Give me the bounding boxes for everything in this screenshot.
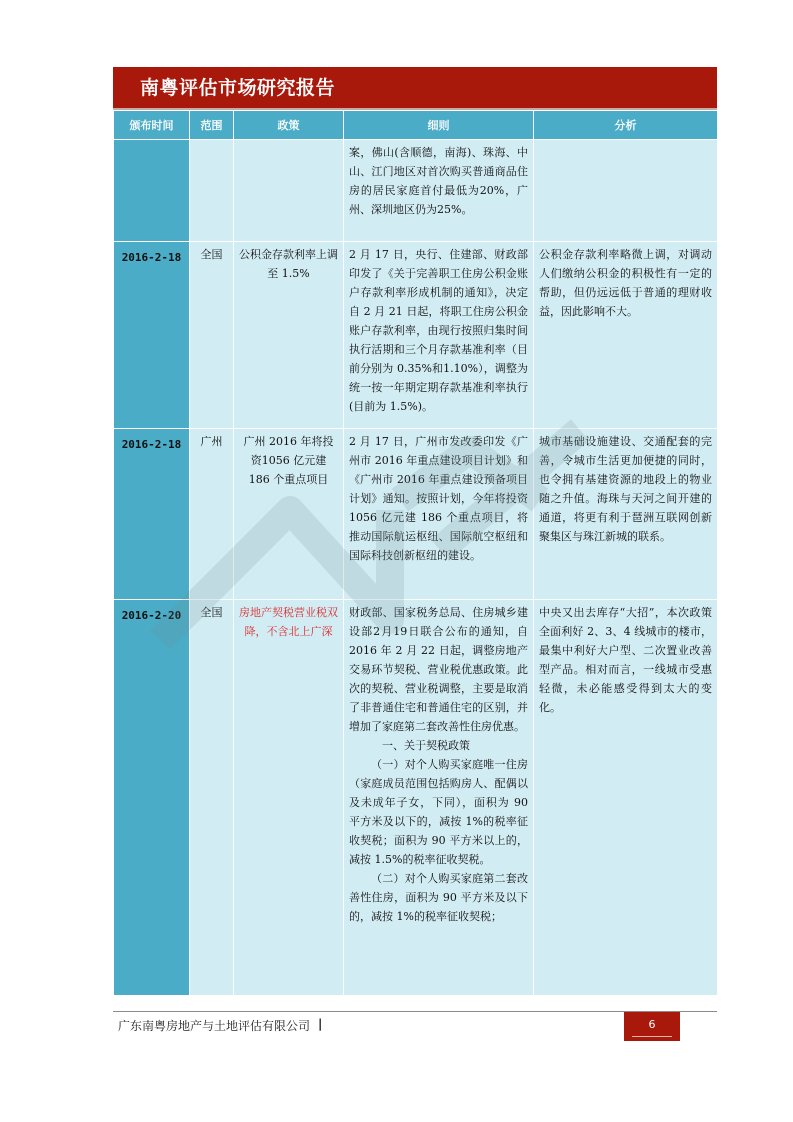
detail-paragraph: 2 月 17 日，央行、住建部、财政部印发了《关于完善职工住房公积金账户存款利率形成机制的通知》，决定自 2 月 21 日起，将职工住房公积金账户存款利率，由现行按照归集时间执行活期和三个月存款基准利率（目前分别为 0.35%和1.10%），调整为统一按一年期定期存款基准利率执行(目前为 1.5%)。 bbox=[349, 248, 528, 413]
detail-cell bbox=[344, 429, 534, 600]
detail-paragraph: 2 月 17 日，广州市发改委印发《广州市 2016 年重点建设项目计划》和《广州市 2016 年重点建设预备项目计划》通知。按照计划，今年将投资 1056 亿元建 186 个重点项目，将推动国际航运枢纽、国际航空枢纽和国际科技创新枢纽的建设。 bbox=[349, 435, 528, 562]
policy-table bbox=[113, 110, 718, 996]
date-cell: 2016-2-20 bbox=[114, 600, 190, 996]
detail-cell bbox=[344, 600, 534, 996]
column-header: 分析 bbox=[534, 111, 718, 140]
page-number-badge bbox=[624, 1012, 680, 1041]
scope-cell bbox=[190, 140, 234, 242]
policy-cell: 公积金存款利率上调至 1.5% bbox=[234, 242, 344, 429]
table-row bbox=[114, 429, 718, 600]
detail-paragraph: 案，佛山(含顺德，南海)、珠海、中山、江门地区对首次购买普通商品住房的居民家庭首付最低为20%，广州、深圳地区仍为25%。 bbox=[349, 146, 528, 216]
footer-company-name: 广东南粤房地产与土地评估有限公司 bbox=[118, 1019, 311, 1033]
table-row bbox=[114, 242, 718, 429]
table-row bbox=[114, 140, 718, 242]
column-header: 细则 bbox=[344, 111, 534, 140]
detail-cell bbox=[344, 140, 534, 242]
table-header-row bbox=[114, 111, 718, 140]
scope-cell: 广州 bbox=[190, 429, 234, 600]
report-title: 南粤评估市场研究报告 bbox=[140, 77, 336, 99]
date-cell: 2016-2-18 bbox=[114, 242, 190, 429]
analysis-cell: 城市基础设施建设、交通配套的完善，令城市生活更加便捷的同时，也令拥有基建资源的地段上的物业随之升值。海珠与天河之间开建的通道，将更有利于琶洲互联网创新聚集区与珠江新城的联系。 bbox=[534, 429, 718, 600]
page-number: 6 bbox=[648, 1018, 656, 1031]
detail-paragraph: （一）对个人购买家庭唯一住房（家庭成员范围包括购房人、配偶以及未成年子女，下同），面积为 90 平方米及以下的，减按 1%的税率征收契税；面积为 90 平方米以上的，减按 1.5%的税率征收契税。 bbox=[349, 758, 528, 866]
policy-cell: 房地产契税营业税双降，不含北上广深 bbox=[234, 600, 344, 996]
column-header: 范围 bbox=[190, 111, 234, 140]
analysis-cell: 公积金存款利率略微上调，对调动人们缴纳公积金的积极性有一定的帮助，但仍远远低于普通的理财收益，因此影响不大。 bbox=[534, 242, 718, 429]
date-cell bbox=[114, 140, 190, 242]
policy-cell: 广州 2016 年将投资1056 亿元建 186 个重点项目 bbox=[234, 429, 344, 600]
detail-cell bbox=[344, 242, 534, 429]
column-header: 政策 bbox=[234, 111, 344, 140]
analysis-cell bbox=[534, 140, 718, 242]
analysis-cell: 中央又出去库存“大招”，本次政策全面利好 2、3、4 线城市的楼市，最集中利好大户型、二次置业改善型产品。相对而言，一线城市受惠轻微，未必能感受得到太大的变化。 bbox=[534, 600, 718, 996]
footer-separator: | bbox=[318, 1017, 323, 1031]
detail-paragraph: （二）对个人购买家庭第二套改善性住房，面积为 90 平方米及以下的，减按 1%的税率征收契税； bbox=[349, 872, 528, 923]
detail-paragraph: 财政部、国家税务总局、住房城乡建设部2月19日联合公布的通知，自 2016 年 2 月 22 日起，调整房地产交易环节契税、营业税优惠政策。此次的契税、营业税调整，主要是取消了非普通住宅和普通住宅的区别，并增加了家庭第二套改善性住房优惠。 bbox=[349, 606, 528, 733]
column-header: 颁布时间 bbox=[114, 111, 190, 140]
page-number-underline bbox=[632, 1036, 672, 1037]
policy-cell bbox=[234, 140, 344, 242]
detail-subheading: 一、关于契税政策 bbox=[382, 739, 470, 752]
table-row bbox=[114, 600, 718, 996]
date-cell: 2016-2-18 bbox=[114, 429, 190, 600]
scope-cell: 全国 bbox=[190, 600, 234, 996]
scope-cell: 全国 bbox=[190, 242, 234, 429]
